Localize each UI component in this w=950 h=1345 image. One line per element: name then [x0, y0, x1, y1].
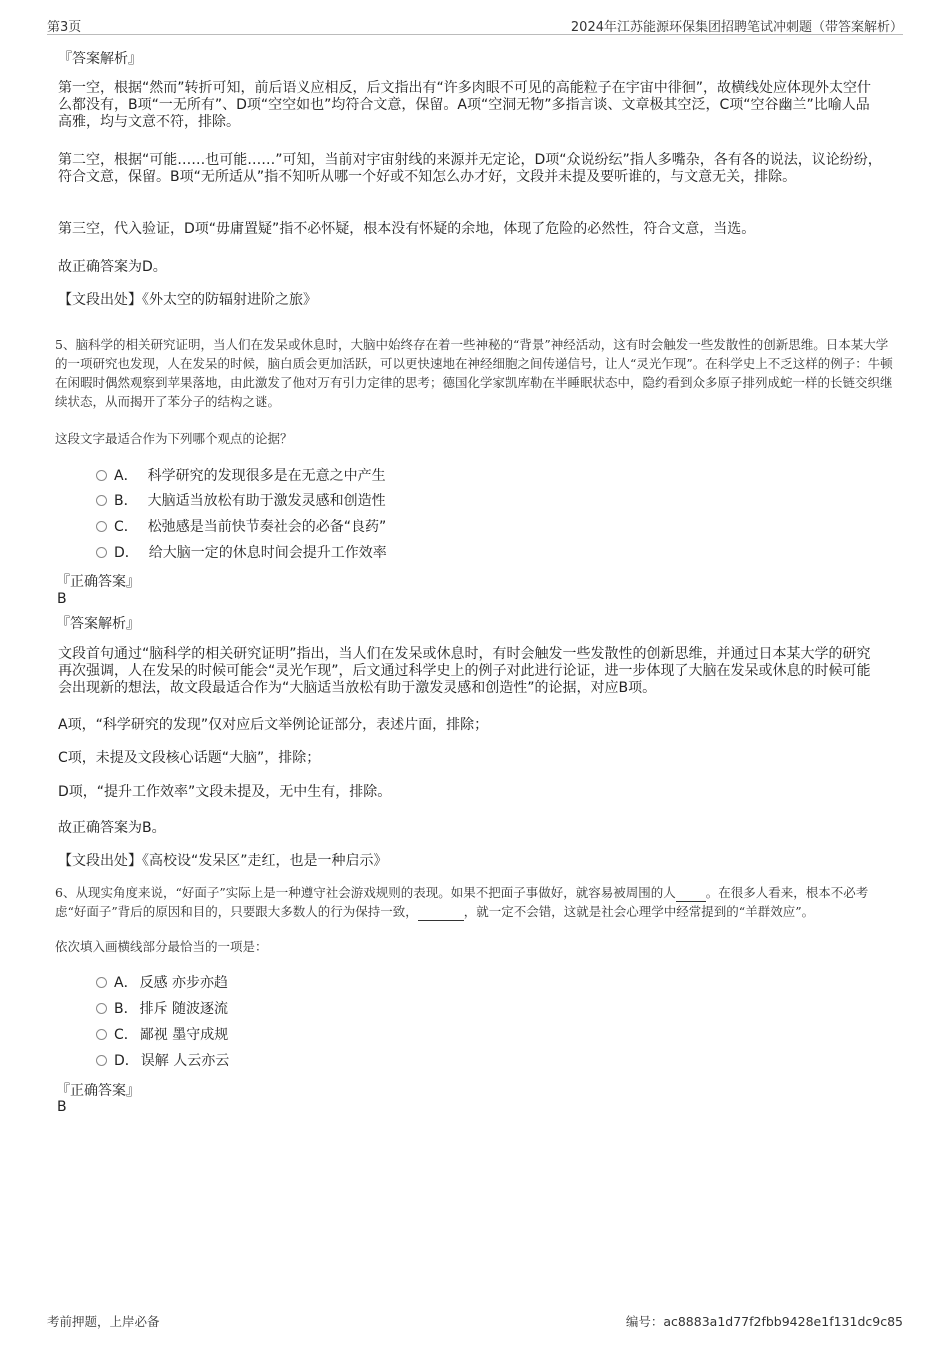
option-letter: B． [114, 493, 138, 509]
option-c[interactable] [96, 1026, 228, 1044]
analysis-option-c: C项，未提及文段核心话题“大脑”，排除； [58, 750, 321, 766]
option-letter: D． [114, 545, 139, 561]
option-b[interactable] [96, 1000, 228, 1018]
option-text: 排斥 随波逐流 [139, 1001, 229, 1017]
analysis-label: 『答案解析』 [58, 51, 142, 67]
page-number: 第3页 [47, 20, 82, 35]
option-letter: C． [114, 1027, 138, 1043]
analysis-option-d: D项，“提升工作效率”文段未提及，无中生有，排除。 [58, 784, 392, 800]
question-6-stem: 6、从现实角度来说，“好面子”实际上是一种遵守社会游戏规则的表现。如果不把面子事做好，就容易被周围的人 。在很多人看来，根本不必考虑“好面子”背后的原因和目的，只要跟大多数人的行为保持一致， ，就一定不会错，这就是社会心理学中经常提到的“羊群效应”。 [55, 885, 869, 919]
analysis-paragraph-3: 第三空，代入验证，D项“毋庸置疑”指不必怀疑，根本没有怀疑的余地，体现了危险的必然性，符合文意，当选。 [58, 221, 756, 237]
option-d[interactable] [96, 544, 387, 562]
radio-icon[interactable] [96, 470, 107, 481]
analysis-paragraph-2: 第二空，根据“可能……也可能……”可知，当前对宇宙射线的来源并无定论，D项“众说纷纭”指人多嘴杂，各有各的说法，议论纷纷，符合文意，保留。B项“无所适从”指不知听从哪一个好或不知怎么办才好，文段并未提及要听谁的，与文意无关，排除。 [58, 152, 882, 185]
correct-answer-label: 『正确答案』 [56, 574, 140, 590]
analysis-paragraph-1: 第一空，根据“然而”转折可知，前后语义应相反，后文指出有“许多肉眼不可见的高能粒子在宇宙中徘徊”，故横线处应体现外太空什么都没有，B项“一无所有”、D项“空空如也”均符合文意，保留。A项“空洞无物”多指言谈、文章极其空泛，C项“空谷幽兰”比喻人品高雅，均与文意不符，排除。 [58, 80, 872, 130]
source-citation: 【文段出处】《外太空的防辐射进阶之旅》 [58, 292, 317, 308]
radio-icon[interactable] [96, 977, 107, 988]
footer-slogan: 考前押题，上岸必备 [47, 1314, 160, 1329]
option-text: 鄙视 墨守成规 [139, 1027, 229, 1043]
analysis-option-a: A项，“科学研究的发现”仅对应后文举例论证部分，表述片面，排除； [58, 717, 489, 733]
document-id: 编号：ac8883a1d77f2fbb9428e1f131dc9c85 [625, 1314, 903, 1329]
source-citation: 【文段出处】《高校设“发呆区”走红，也是一种启示》 [58, 853, 388, 869]
radio-icon[interactable] [96, 1029, 107, 1040]
document-title: 2024年江苏能源环保集团招聘笔试冲刺题（带答案解析） [570, 20, 903, 35]
fill-blank-2[interactable] [418, 906, 464, 921]
radio-icon[interactable] [96, 495, 107, 506]
option-text: 误解 人云亦云 [140, 1053, 230, 1069]
option-letter: C． [114, 519, 138, 535]
option-a[interactable] [96, 974, 228, 992]
correct-answer: B [57, 591, 67, 607]
analysis-label: 『答案解析』 [56, 616, 140, 632]
radio-icon[interactable] [96, 1055, 107, 1066]
option-text: 反感 亦步亦趋 [139, 975, 229, 991]
question-6-prompt: 依次填入画横线部分最恰当的一项是： [55, 939, 268, 954]
option-letter: A． [114, 468, 138, 484]
option-text: 大脑适当放松有助于激发灵感和创造性 [147, 493, 386, 509]
question-5-prompt: 这段文字最适合作为下列哪个观点的论据？ [55, 431, 293, 446]
option-b[interactable] [96, 492, 386, 510]
radio-icon[interactable] [96, 521, 107, 532]
option-text: 松弛感是当前快节奏社会的必备“良药” [147, 519, 387, 535]
analysis-conclusion: 故正确答案为D。 [58, 259, 167, 275]
option-letter: B． [114, 1001, 138, 1017]
option-a[interactable] [96, 467, 386, 485]
fill-blank-1[interactable] [676, 887, 706, 902]
option-letter: A． [114, 975, 138, 991]
analysis-paragraph-1: 文段首句通过“脑科学的相关研究证明”指出，当人们在发呆或休息时，有时会触发一些发散性的创新思维，并通过日本某大学的研究再次强调，人在发呆的时候可能会“灵光乍现”，后文通过科学史上的例子对此进行论证，进一步体现了大脑在发呆或休息的时候可能会出现新的想法，故文段最适合作为“大脑适当放松有助于激发灵感和创造性”的论据，对应B项。 [58, 646, 871, 696]
page-header [47, 14, 903, 35]
question-5-stem: 5、脑科学的相关研究证明，当人们在发呆或休息时，大脑中始终存在着一些神秘的“背景”神经活动，这有时会触发一些发散性的创新思维。日本某大学的一项研究也发现，人在发呆的时候，脑白质会更加活跃，可以更快速地在神经细胞之间传递信号，让人“灵光乍现”。在科学史上不乏这样的例子：牛顿在闲暇时偶然观察到苹果落地，由此激发了他对万有引力定律的思考；德国化学家凯库勒在半睡眠状态中，隐约看到众多原子排列成蛇一样的长链交织继续状态，从而揭开了苯分子的结构之谜。 [55, 337, 893, 409]
radio-icon[interactable] [96, 1003, 107, 1014]
correct-answer-label: 『正确答案』 [56, 1083, 140, 1099]
option-letter: D． [114, 1053, 139, 1069]
option-c[interactable] [96, 518, 386, 536]
correct-answer: B [57, 1099, 67, 1115]
option-text: 科学研究的发现很多是在无意之中产生 [147, 468, 386, 484]
option-text: 给大脑一定的休息时间会提升工作效率 [148, 545, 387, 561]
radio-icon[interactable] [96, 547, 107, 558]
option-d[interactable] [96, 1052, 229, 1070]
analysis-conclusion: 故正确答案为B。 [58, 820, 166, 836]
